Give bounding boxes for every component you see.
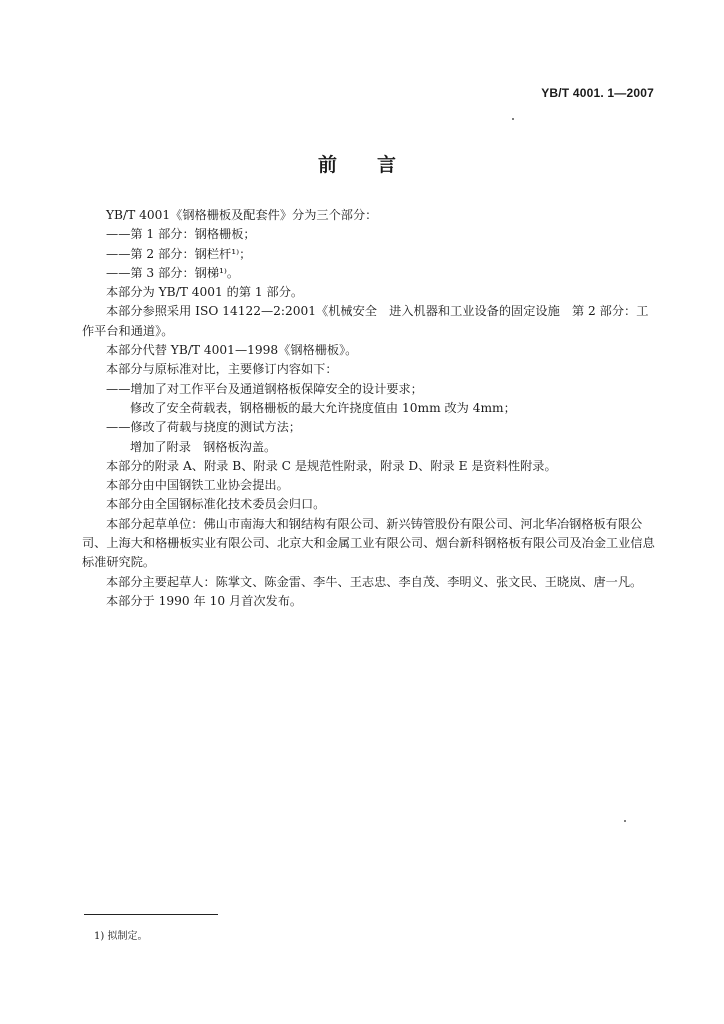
- list-item: 增加了附录 钢格板沟盖。: [130, 439, 277, 454]
- scan-speck: [624, 820, 626, 822]
- list-item: ——增加了对工作平台及通道钢格板保障安全的设计要求；: [106, 381, 423, 396]
- footnote-divider: [84, 914, 218, 915]
- list-item: ——第 2 部分：钢栏杆¹⁾；: [106, 246, 252, 261]
- footnote: 1) 拟制定。: [94, 931, 148, 942]
- paragraph: 本部分于 1990 年 10 月首次发布。: [106, 593, 303, 608]
- paragraph: 本部分主要起草人：陈掌文、陈金雷、李牛、王志忠、李自茂、李明义、张文民、王晓岚、唐一凡。: [106, 574, 643, 589]
- list-item: ——修改了荷载与挠度的测试方法；: [106, 420, 301, 435]
- list-item: ——第 3 部分：钢梯¹⁾。: [106, 265, 240, 280]
- paragraph: 本部分起草单位：佛山市南海大和钢结构有限公司、新兴铸管股份有限公司、河北华冶钢格板有限公司、上海大和格栅板实业有限公司、北京大和金属工业有限公司、烟台新科钢格板有限公司及冶金工业信息标准研究院。: [82, 516, 655, 570]
- paragraph: 本部分代替 YB/T 4001—1998《钢格栅板》。: [106, 343, 358, 358]
- standard-number: YB/T 4001. 1—2007: [541, 86, 654, 100]
- paragraph: 本部分由中国钢铁工业协会提出。: [106, 478, 289, 493]
- paragraph: 本部分为 YB/T 4001 的第 1 部分。: [106, 285, 304, 300]
- list-item: 修改了安全荷载表，钢格栅板的最大允许挠度值由 10mm 改为 4mm；: [130, 400, 516, 415]
- paragraph: 本部分与原标准对比，主要修订内容如下：: [106, 362, 338, 377]
- list-item: ——第 1 部分：钢格栅板；: [106, 227, 256, 242]
- paragraph: YB/T 4001《钢格栅板及配套件》分为三个部分：: [106, 208, 378, 222]
- page-title: 前言: [317, 154, 436, 176]
- document-body: [82, 206, 658, 611]
- paragraph: 本部分的附录 A、附录 B、附录 C 是规范性附录，附录 D、附录 E 是资料性附录。: [106, 458, 557, 473]
- paragraph: 本部分参照采用 ISO 14122—2:2001《机械安全 进入机器和工业设备的固定设施 第 2 部分：工作平台和通道》。: [82, 304, 649, 338]
- scan-speck: [512, 118, 514, 120]
- paragraph: 本部分由全国钢标准化技术委员会归口。: [106, 497, 326, 512]
